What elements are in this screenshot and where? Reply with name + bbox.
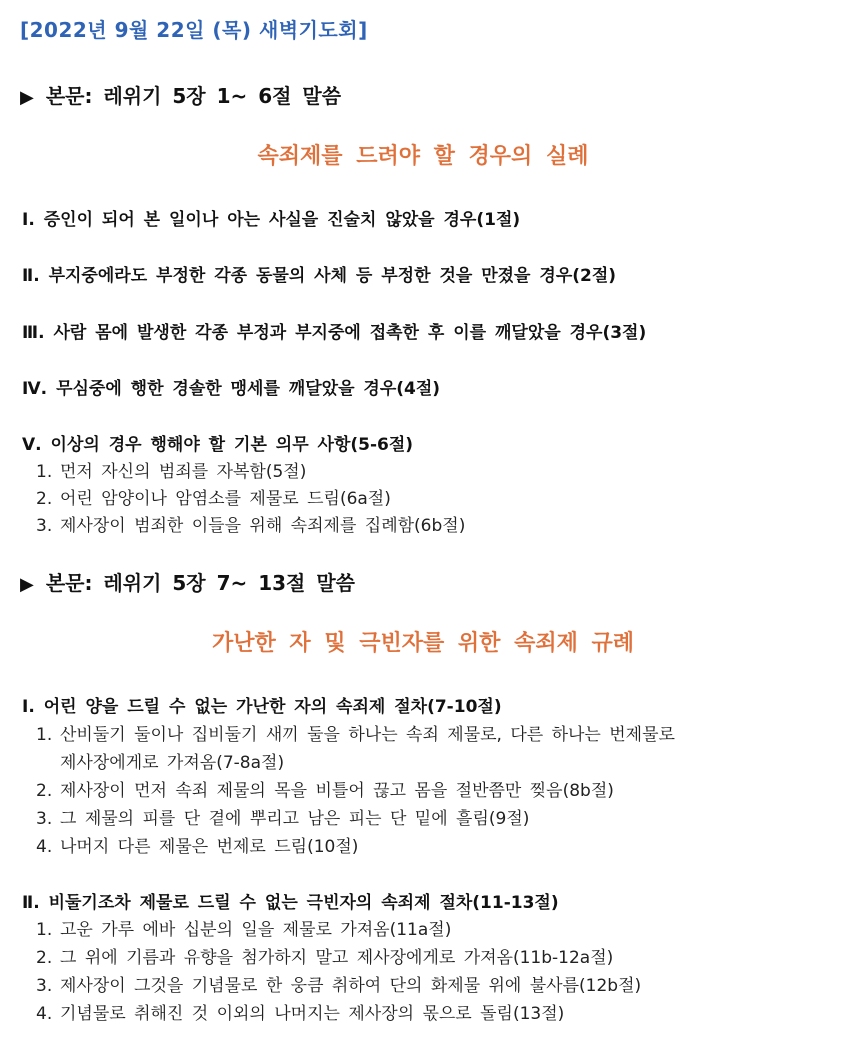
section-heading: [22, 888, 559, 913]
list-item: [36, 943, 613, 968]
list-item: [36, 720, 675, 745]
section-numeral: Ⅰ.: [22, 210, 35, 230]
list-item: [36, 511, 465, 536]
section-heading: [22, 318, 646, 343]
section-text: 증인이 되어 본 일이나 아는 사실을 진술치 않았을 경우(1절): [43, 210, 521, 230]
list-item: [36, 484, 391, 509]
list-item-number: 4.: [36, 1004, 53, 1024]
list-item-text: 제사장이 먼저 속죄 제물의 목을 비틀어 끊고 몸을 절반쯤만 찢음(8b절): [60, 781, 614, 801]
list-item-number: 2.: [36, 948, 53, 968]
section-numeral: Ⅲ.: [22, 323, 45, 343]
list-item-text: 기념물로 취해진 것 이외의 나머지는 제사장의 몫으로 돌림(13절): [60, 1004, 565, 1024]
list-item-text: 그 제물의 피를 단 곁에 뿌리고 남은 피는 단 밑에 흘림(9절): [60, 809, 530, 829]
section-numeral: Ⅱ.: [22, 893, 40, 913]
list-item-text: 나머지 다른 제물은 번제로 드림(10절): [60, 837, 359, 857]
play-triangle-icon: ▶: [20, 87, 34, 108]
list-item-text: 어린 암양이나 암염소를 제물로 드림(6a절): [60, 489, 391, 509]
passage-reference-2: [20, 567, 355, 596]
list-item-number: 1.: [36, 725, 53, 745]
list-item-text: 산비둘기 둘이나 집비둘기 새끼 둘을 하나는 속죄 제물로, 다른 하나는 번제물로: [60, 725, 675, 745]
list-item-number: 3.: [36, 809, 53, 829]
section-heading: [22, 692, 502, 717]
list-item-number: 3.: [36, 516, 53, 536]
list-item: [36, 832, 358, 857]
section-text: 이상의 경우 행해야 할 기본 의무 사항(5-6절): [50, 435, 414, 455]
section-numeral: Ⅱ.: [22, 266, 40, 286]
section-text: 무심중에 행한 경솔한 맹세를 깨달았을 경우(4절): [56, 379, 441, 399]
list-item: [36, 971, 641, 996]
list-item: [36, 999, 564, 1024]
list-item-number: 1.: [36, 462, 53, 482]
list-item-text: 그 위에 기름과 유향을 첨가하지 말고 제사장에게로 가져옴(11b-12a절): [60, 948, 614, 968]
list-item-number: 1.: [36, 920, 53, 940]
section-text: 어린 양을 드릴 수 없는 가난한 자의 속죄제 절차(7-10절): [43, 697, 502, 717]
section-heading: [22, 261, 616, 286]
list-item-text: 먼저 자신의 범죄를 자복함(5절): [60, 462, 307, 482]
list-item-number: 3.: [36, 976, 53, 996]
play-triangle-icon: ▶: [20, 574, 34, 595]
section-numeral: Ⅰ.: [22, 697, 35, 717]
section-numeral: Ⅴ.: [22, 435, 42, 455]
section-numeral: Ⅳ.: [22, 379, 48, 399]
list-item: [36, 804, 529, 829]
section-heading: [22, 430, 413, 455]
section-text: 부지중에라도 부정한 각종 동물의 사체 등 부정한 것을 만졌을 경우(2절): [48, 266, 617, 286]
section-heading: [22, 374, 440, 399]
list-item-text: 고운 가루 에바 십분의 일을 제물로 가져옴(11a절): [60, 920, 452, 940]
list-item-number: 2.: [36, 489, 53, 509]
passage-text: 본문: 레위기 5장 1~ 6절 말씀: [45, 84, 342, 108]
list-item-text: 제사장이 범죄한 이들을 위해 속죄제를 집례함(6b절): [60, 516, 466, 536]
list-item-number: 2.: [36, 781, 53, 801]
list-item: [36, 457, 306, 482]
page-header-date: [2022년 9월 22일 (목) 새벽기도회]: [20, 18, 368, 42]
list-item-text: 제사장이 그것을 기념물로 한 웅큼 취하여 단의 화제물 위에 불사름(12b절): [60, 976, 642, 996]
section-heading: [22, 205, 520, 230]
section-text: 사람 몸에 발생한 각종 부정과 부지중에 접촉한 후 이를 깨달았을 경우(3절): [53, 323, 647, 343]
passage-reference-1: [20, 80, 341, 109]
section-text: 비둘기조차 제물로 드릴 수 없는 극빈자의 속죄제 절차(11-13절): [48, 893, 559, 913]
list-item-continuation: 제사장에게로 가져옴(7-8a절): [60, 753, 285, 773]
sermon-subtitle-2: 가난한 자 및 극빈자를 위한 속죄제 규례: [212, 631, 634, 656]
list-item: [36, 776, 614, 801]
list-item-number: 4.: [36, 837, 53, 857]
sermon-subtitle-1: 속죄제를 드려야 할 경우의 실례: [257, 144, 589, 169]
list-item: [36, 915, 451, 940]
passage-text: 본문: 레위기 5장 7~ 13절 말씀: [45, 571, 355, 595]
